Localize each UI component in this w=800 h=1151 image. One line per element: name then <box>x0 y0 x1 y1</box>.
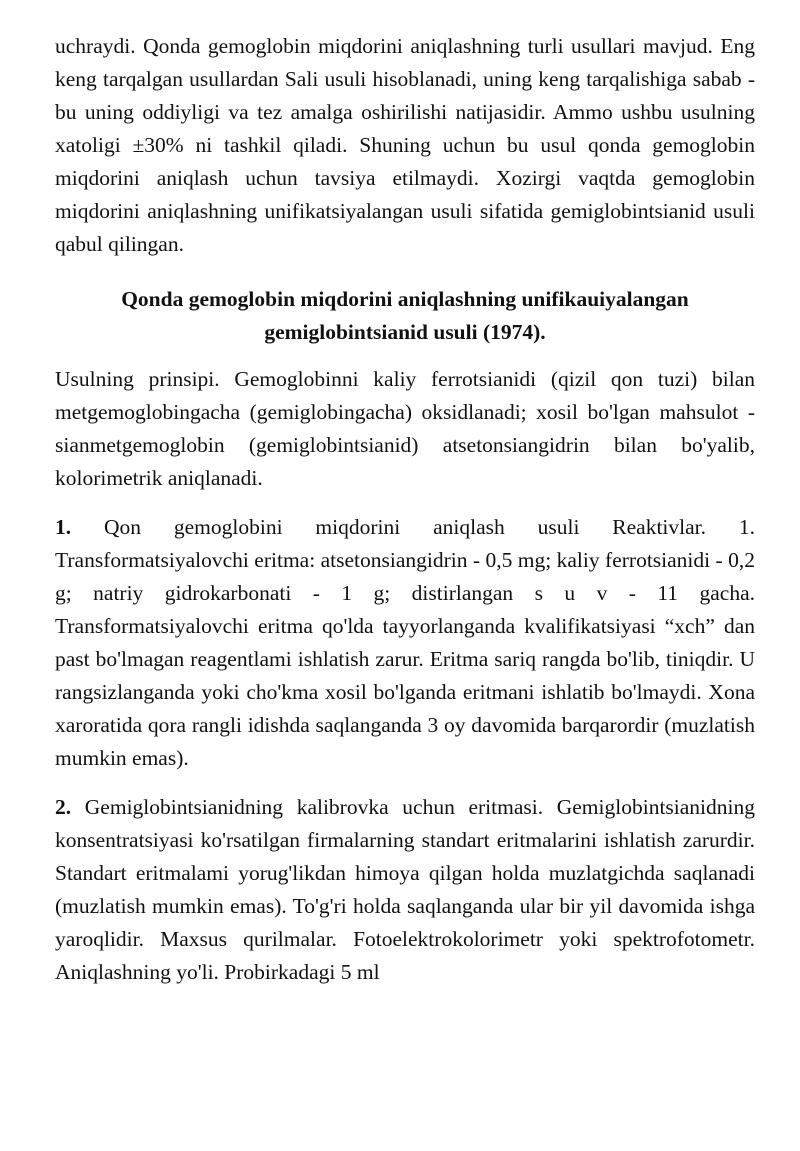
section-heading-line-2: gemiglobintsianid usuli (1974). <box>264 320 546 344</box>
intro-paragraph: uchraydi. Qonda gemoglobin miqdorini aniqlashning turli usullari mavjud. Eng keng tarqalgan usullardan Sali usuli hisoblanadi, uning keng tarqalishiga sabab - bu uning oddiyligi va tez amalga oshirilishi natijasidir. Ammo ushbu usulning xatoligi ±30% ni tashkil qiladi. Shuning uchun bu usul qonda gemoglobin miqdorini aniqlash uchun tavsiya etilmaydi. Xozirgi vaqtda gemoglobin miqdorini aniqlashning unifikatsiyalangan usuli sifatida gemiglobintsianid usuli qabul qilingan. <box>55 34 755 256</box>
item-1-paragraph <box>55 511 755 775</box>
document-page <box>55 30 755 989</box>
principle-paragraph: Usulning prinsipi. Gemoglobinni kaliy ferrotsianidi (qizil qon tuzi) bilan metgemoglobingacha (gemiglobingacha) oksidlanadi; xosil bo'lgan mahsulot - sianmetgemoglobin (gemiglobintsianid) atsetonsiangidrin bilan bo'yalib, kolorimetrik aniqlanadi. <box>55 367 755 490</box>
section-heading-line-1: Qonda gemoglobin miqdorini aniqlashning unifikauiyalangan <box>121 287 689 311</box>
item-1-text: Qon gemoglobini miqdorini aniqlash usuli Reaktivlar. 1. Transformatsiyalovchi eritma: atsetonsiangidrin - 0,5 mg; kaliy ferrotsianidi - 0,2 g; natriy gidrokarbonati - 1 g; distirlangan s u v - 11 gacha. Transformatsiyalovchi eritma qo'lda tayyorlanganda kvalifikatsiyasi “xch” dan past bo'lmagan reagentlami ishlatish zarur. Eritma sariq rangda bo'lib, tiniqdir. U rangsizlanganda yoki cho'kma xosil bo'lganda eritmani ishlatib bo'lmaydi. Xona xaroratida qora rangli idishda saqlanganda 3 oy davomida barqarordir (muzlatish mumkin emas). <box>55 515 756 770</box>
section-heading <box>55 283 755 349</box>
item-2-text: Gemiglobintsianidning kalibrovka uchun eritmasi. Gemiglobintsianidning konsentratsiyasi ko'rsatilgan firmalarning standart eritmalarini ishlatish zarurdir. Standart eritmalami yorug'likdan himoya qilgan holda muzlatgichda saqlanadi (muzlatish mumkin emas). To'g'ri holda saqlanganda ular bir yil davomida ishga yaroqlidir. Maxsus qurilmalar. Fotoelektrokolorimetr yoki spektrofotometr. Aniqlashning yo'li. Probirkadagi 5 ml <box>55 795 756 984</box>
item-2-paragraph <box>55 791 755 989</box>
item-1-number: 1. <box>55 515 72 539</box>
item-2-number: 2. <box>55 795 72 819</box>
